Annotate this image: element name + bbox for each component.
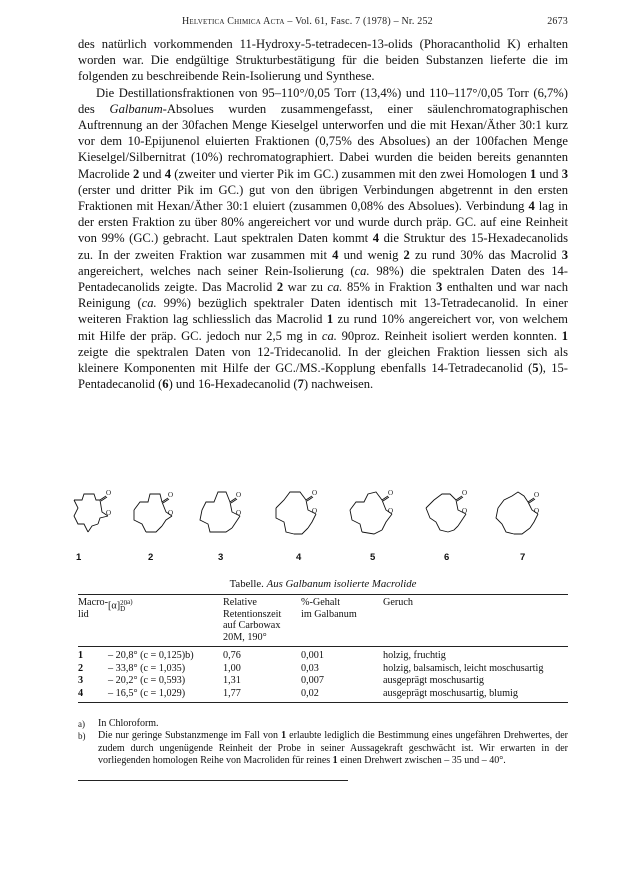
structure-label-7: 7 xyxy=(520,552,526,563)
carbonyl-o-3: O xyxy=(236,491,242,499)
carbonyl-o-7: O xyxy=(534,491,540,499)
structure-2 xyxy=(134,494,172,532)
structure-4 xyxy=(276,492,316,534)
ring-o-3: O xyxy=(236,509,242,517)
ring-o-4: O xyxy=(312,507,318,515)
ring-o-5: O xyxy=(388,507,394,515)
macrolide-table xyxy=(78,594,568,703)
carbonyl-o-1: O xyxy=(106,489,112,497)
carbonyl-o-5: O xyxy=(388,489,394,497)
journal-volume: Vol. 61, Fasc. 7 (1978) – Nr. 252 xyxy=(295,16,433,27)
table-footnotes xyxy=(78,718,568,768)
journal-citation: Helvetica Chimica Acta – Vol. 61, Fasc. 7 (1978) – Nr. 252 xyxy=(182,16,433,27)
carbonyl-o-6: O xyxy=(462,489,468,497)
journal-name: Helvetica Chimica Acta xyxy=(182,16,285,27)
structure-label-1: 1 xyxy=(76,552,82,563)
table-bottom-rule xyxy=(78,702,568,703)
structure-6 xyxy=(426,494,466,532)
structure-label-6: 6 xyxy=(444,552,450,563)
paragraph-2: Die Destillationsfraktionen von 95–110°/0,05 Torr (13,4%) und 110–117°/0,05 Torr (6,7%) des Galbanum-Absolues wurden zusammengefasst, einer säulenchromatographischen Auftrennung an der 30fachen Menge Kieselgel unterworfen und die mit Hexan/Äther 30:1 kurz vor dem 10-Epijunenol eluierten Fraktionen (0,75% des Absolues) an der 100fachen Menge Kieselgel/Silbernitrat (10%) rechromatographiert. Dabei wurden die beiden bereits genannten Macrolide 2 und 4 (zweiter und vierter Pik im GC.) zusammen mit den zwei Homologen 1 und 3 (erster und dritter Pik im GC.) gut von den übrigen Verbindungen abgetrennt in den ersten Fraktionen mit Hexan/Äther 30:1 eluiert (zusammen 0,08% des Absolues). Verbindung 4 lag in der ersten Fraktion zu über 80% angereichert vor und wurde durch präp. GC. auf eine Reinheit von 99% (GC.) gebracht. Laut spektralen Daten kommt 4 die Struktur des 15-Hexadecanolids zu. In der zweiten Fraktion war zusammen mit 4 und wenig 2 zu rund 30% das Macrolid 3 angereichert, welches nach seiner Rein-Isolierung (ca. 98%) die spektralen Daten des 14-Pentadecanolids zeigte. Das Macrolid 2 war zu ca. 85% in Fraktion 3 enthalten und war nach Reinigung (ca. 99%) bezüglich spektraler Daten identisch mit 13-Tetradecanolid. In einer weiteren Fraktion lag schliesslich das Macrolid 1 zu rund 10% angereichert vor, von welchem mit Hilfe der präp. GC. jedoch nur 2,5 mg in ca. 90proz. Reinheit isoliert werden konnten. 1 zeigte die spektralen Daten von 12-Tridecanolid. In der gleichen Fraktion liessen sich als kleinere Komponenten mit Hilfe der GC./MS.-Kopplung ebenfalls 14-Tetradecanolid (5), 15-Pentadecanolid (6) und 16-Hexadecanolid (7) nachweisen. xyxy=(78,85,569,392)
page-number: 2673 xyxy=(547,16,568,27)
structure-label-3: 3 xyxy=(218,552,224,563)
ring-o-6: O xyxy=(462,507,468,515)
structure-7 xyxy=(496,492,538,534)
table-row: 4 – 16,5° (c = 1,029) 1,77 0,02 ausgeprägt moschusartig, blumig xyxy=(78,687,518,699)
ring-o-7: O xyxy=(534,507,540,515)
structure-label-5: 5 xyxy=(370,552,376,563)
structure-label-4: 4 xyxy=(296,552,302,563)
structure-1 xyxy=(74,494,108,532)
footnote-b: b) Die nur geringe Substanzmenge im Fall von 1 erlaubte lediglich die Bestimmung eines ungefähren Drehwertes, der zudem durch ungenügende Reinheit der Probe in seiner Aussagekraft geschwächt ist. Wir erwarten in der vorliegenden homologen Reihe von Macroliden für reines 1 einen Drehwert zwischen – 35 und – 40°. xyxy=(78,730,568,767)
header-content: %-Gehalt im Galbanum xyxy=(301,597,357,620)
header-odor: Geruch xyxy=(383,597,413,608)
table-header-rule xyxy=(78,646,568,647)
table-row: 1 – 20,8° (c = 0,125)b) 0,76 0,001 holzig, fruchtig xyxy=(78,650,446,662)
header-rotation: [α]20 $D^{a)}$ xyxy=(108,598,133,614)
carbonyl-o-2: O xyxy=(168,491,174,499)
footnote-a: a) In Chloroform. xyxy=(78,718,159,729)
header-retention: Relative Retentionszeit auf Carbowax 20M, 190° xyxy=(223,597,282,643)
paragraph-1: des natürlich vorkommenden 11-Hydroxy-5-tetradecen-13-olids (Phoracantholid K) erhalten worden war. Die endgültige Strukturbestätigung für die beiden Substanzen lieferte die im folgenden zu beschreibende Rein-Isolierung und Synthese. xyxy=(78,37,568,84)
header-macrolid: Macro- lid xyxy=(78,597,108,620)
structure-5 xyxy=(350,492,392,534)
table-row: 2 – 33,8° (c = 1,035) 1,00 0,03 holzig, balsamisch, leicht moschusartig xyxy=(78,662,544,674)
table-caption: Tabelle. Aus Galbanum isolierte Macrolide xyxy=(229,578,417,590)
table-row: 3 – 20,2° (c = 0,593) 1,31 0,007 ausgeprägt moschusartig xyxy=(78,675,484,687)
table-header-row xyxy=(78,595,568,646)
carbonyl-o-4: O xyxy=(312,489,318,497)
footnote-end-rule xyxy=(78,780,348,781)
ring-o-2: O xyxy=(168,509,174,517)
macrolide-structures xyxy=(70,488,624,568)
structure-3 xyxy=(200,492,240,532)
structure-formulas xyxy=(70,488,624,568)
ring-o-1: O xyxy=(106,509,112,517)
structure-label-2: 2 xyxy=(148,552,154,563)
body-text xyxy=(78,36,568,392)
